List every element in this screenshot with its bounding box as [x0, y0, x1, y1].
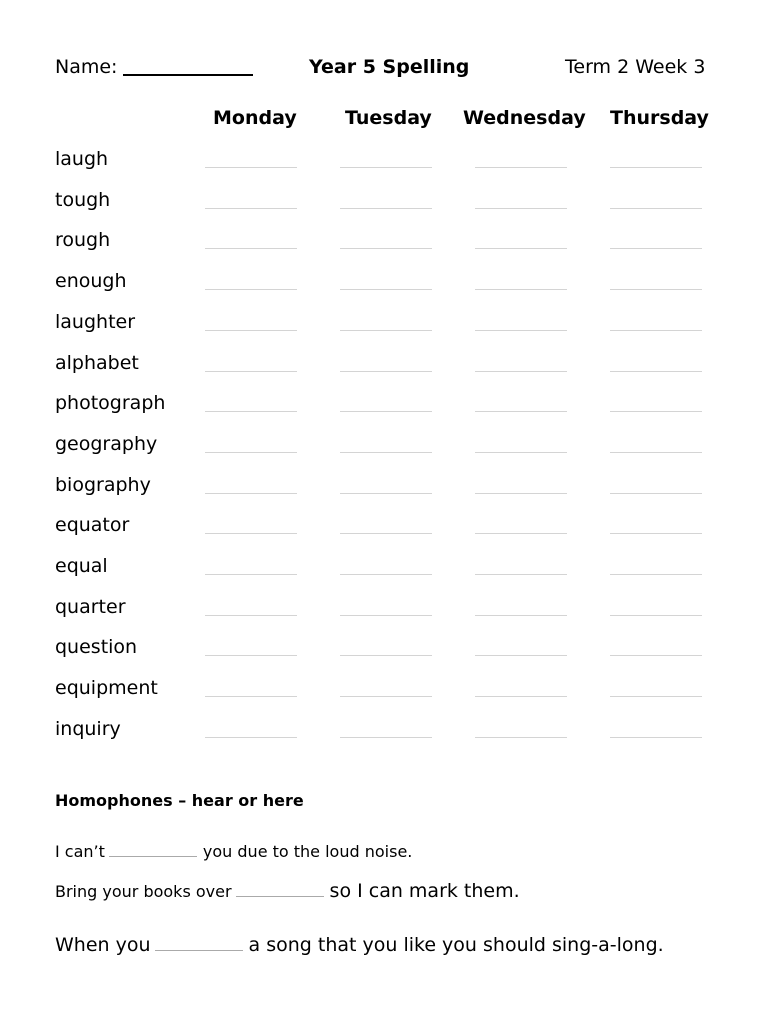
writing-line-monday[interactable] [205, 330, 297, 331]
writing-line-thursday[interactable] [610, 289, 702, 290]
spelling-word: inquiry [55, 717, 121, 740]
writing-line-monday[interactable] [205, 248, 297, 249]
sentence-text: you due to the loud noise. [202, 842, 413, 861]
writing-line-monday[interactable] [205, 167, 297, 168]
spelling-word: equipment [55, 677, 158, 700]
writing-line-wednesday[interactable] [475, 696, 567, 697]
writing-line-tuesday[interactable] [340, 574, 432, 575]
column-header-thursday: Thursday [610, 107, 709, 129]
writing-line-thursday[interactable] [610, 615, 702, 616]
sentence-text: so I can mark them. [329, 880, 520, 902]
writing-line-wednesday[interactable] [475, 208, 567, 209]
homophone-sentence [55, 880, 520, 903]
writing-line-tuesday[interactable] [340, 615, 432, 616]
spelling-word: geography [55, 432, 158, 455]
writing-line-thursday[interactable] [610, 411, 702, 412]
writing-line-wednesday[interactable] [475, 248, 567, 249]
spelling-word: laugh [55, 148, 109, 170]
writing-line-thursday[interactable] [610, 493, 702, 494]
writing-line-monday[interactable] [205, 371, 297, 372]
column-header-monday: Monday [213, 107, 297, 129]
spelling-word: biography [55, 473, 151, 496]
writing-line-thursday[interactable] [610, 737, 702, 738]
spelling-word: tough [55, 188, 111, 211]
writing-line-tuesday[interactable] [340, 493, 432, 494]
writing-line-monday[interactable] [205, 615, 297, 616]
answer-blank[interactable] [155, 935, 243, 951]
writing-line-thursday[interactable] [610, 330, 702, 331]
writing-line-tuesday[interactable] [340, 737, 432, 738]
writing-line-tuesday[interactable] [340, 167, 432, 168]
writing-line-tuesday[interactable] [340, 248, 432, 249]
spelling-word: alphabet [55, 351, 139, 374]
name-field[interactable] [123, 74, 253, 76]
spelling-word: equal [55, 555, 108, 577]
spelling-word: question [55, 636, 138, 659]
spelling-word: equator [55, 514, 130, 537]
writing-line-wednesday[interactable] [475, 533, 567, 534]
writing-line-thursday[interactable] [610, 574, 702, 575]
spelling-word: photograph [55, 392, 166, 415]
writing-line-tuesday[interactable] [340, 371, 432, 372]
writing-line-wednesday[interactable] [475, 371, 567, 372]
writing-line-tuesday[interactable] [340, 696, 432, 697]
writing-line-thursday[interactable] [610, 655, 702, 656]
term-week-label: Term 2 Week 3 [565, 56, 706, 78]
writing-line-thursday[interactable] [610, 208, 702, 209]
writing-line-tuesday[interactable] [340, 208, 432, 209]
writing-line-wednesday[interactable] [475, 452, 567, 453]
sentence-text: I can’t [55, 842, 105, 861]
writing-line-monday[interactable] [205, 208, 297, 209]
writing-line-monday[interactable] [205, 655, 297, 656]
writing-line-tuesday[interactable] [340, 330, 432, 331]
answer-blank[interactable] [109, 843, 197, 857]
column-header-tuesday: Tuesday [345, 107, 432, 129]
writing-line-wednesday[interactable] [475, 655, 567, 656]
writing-line-tuesday[interactable] [340, 655, 432, 656]
writing-line-monday[interactable] [205, 493, 297, 494]
homophone-sentence [55, 841, 412, 863]
writing-line-thursday[interactable] [610, 371, 702, 372]
writing-line-monday[interactable] [205, 737, 297, 738]
writing-line-thursday[interactable] [610, 533, 702, 534]
spelling-word: enough [55, 270, 127, 293]
writing-line-thursday[interactable] [610, 452, 702, 453]
writing-line-monday[interactable] [205, 452, 297, 453]
writing-line-wednesday[interactable] [475, 574, 567, 575]
writing-line-monday[interactable] [205, 533, 297, 534]
writing-line-wednesday[interactable] [475, 493, 567, 494]
writing-line-thursday[interactable] [610, 696, 702, 697]
writing-line-wednesday[interactable] [475, 167, 567, 168]
spelling-word: quarter [55, 595, 126, 618]
writing-line-tuesday[interactable] [340, 411, 432, 412]
writing-line-wednesday[interactable] [475, 411, 567, 412]
writing-line-monday[interactable] [205, 696, 297, 697]
writing-line-tuesday[interactable] [340, 533, 432, 534]
spelling-word: laughter [55, 310, 136, 333]
sentence-text: a song that you like you should sing-a-long. [248, 934, 664, 956]
answer-blank[interactable] [236, 883, 324, 897]
writing-line-wednesday[interactable] [475, 737, 567, 738]
homophones-heading: Homophones – hear or here [55, 791, 304, 810]
homophone-sentence [55, 932, 664, 958]
sentence-text: When you [55, 934, 151, 956]
writing-line-wednesday[interactable] [475, 330, 567, 331]
writing-line-tuesday[interactable] [340, 452, 432, 453]
writing-line-wednesday[interactable] [475, 289, 567, 290]
spelling-word: rough [55, 229, 111, 252]
writing-line-thursday[interactable] [610, 248, 702, 249]
sentence-text: Bring your books over [55, 882, 232, 901]
writing-line-thursday[interactable] [610, 167, 702, 168]
writing-line-monday[interactable] [205, 574, 297, 575]
writing-line-monday[interactable] [205, 289, 297, 290]
writing-line-tuesday[interactable] [340, 289, 432, 290]
column-header-wednesday: Wednesday [463, 107, 586, 129]
name-label: Name: [55, 56, 118, 78]
page-title: Year 5 Spelling [309, 56, 470, 78]
writing-line-wednesday[interactable] [475, 615, 567, 616]
writing-line-monday[interactable] [205, 411, 297, 412]
